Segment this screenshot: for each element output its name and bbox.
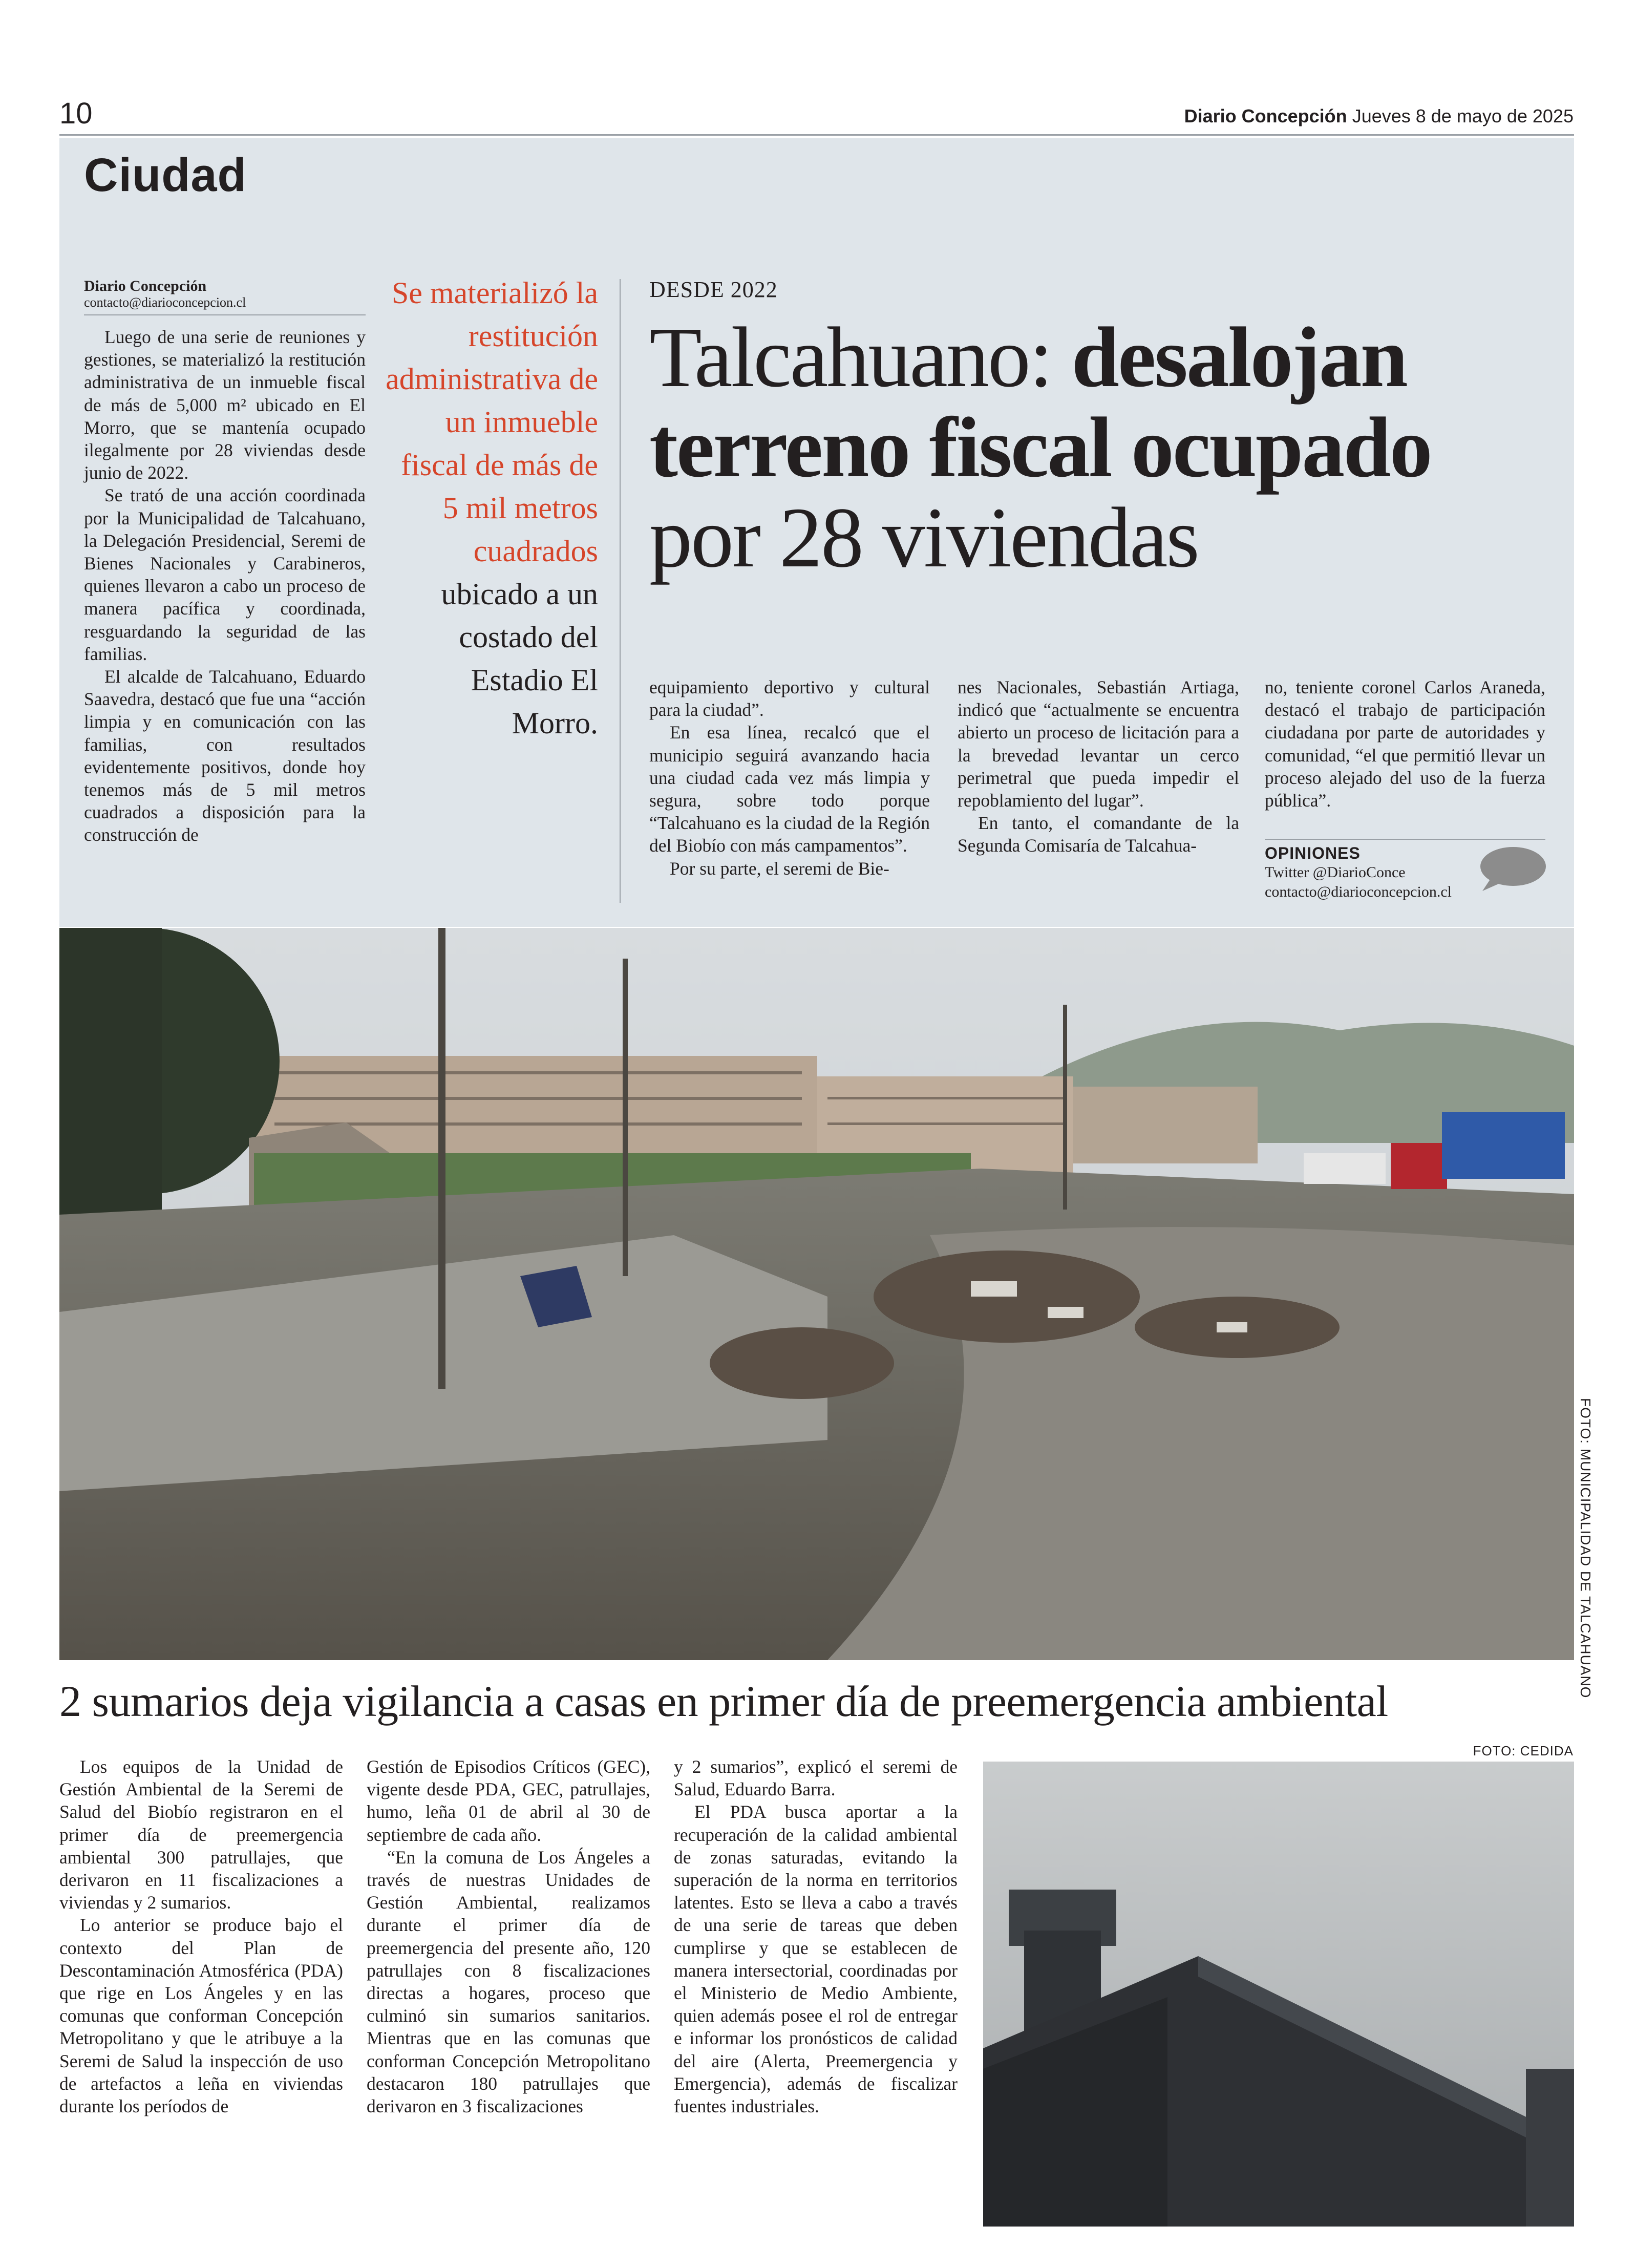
article-column-3 [1265, 676, 1545, 812]
photo-credit: FOTO: MUNICIPALIDAD DE TALCAHUANO [1578, 1398, 1593, 1699]
paragraph: y 2 sumarios”, explicó el seremi de Salud, Eduardo Barra. [674, 1756, 958, 1800]
paragraph: “En la comuna de Los Ángeles a través de nuestras Unidades de Gestión Ambiental, realizamos durante el primer día de preemergencia del presente año, 120 patrullajes con 8 fiscalizaciones directas a hogares, proceso que culminó sin sumarios sanitarios. Mientras que en las comunas que conforman Concepción Metropolitano destacaron 180 patrullajes que derivaron en 3 fiscalizaciones [367, 1847, 650, 2117]
paragraph: El alcalde de Talcahuano, Eduardo Saavedra, destacó que fue una “acción limpia y en comunicación con las familias, con resultados evidentemente positivos, donde hoy tenemos más de 5 mil metros cuadrados a disposición para la construcción de [84, 666, 366, 845]
byline [84, 278, 366, 315]
headline-tail: por 28 viviendas [649, 490, 1198, 585]
paragraph: Los equipos de la Unidad de Gestión Ambiental de la Seremi de Salud del Biobío registraron en el primer día de preemergencia ambiental 300 patrullajes, que derivaron en 11 fiscalizaciones a viviendas y 2 sumarios. [59, 1756, 343, 1913]
opinions-title: OPINIONES [1265, 844, 1361, 862]
paragraph: Se trató de una acción coordinada por la Municipalidad de Talcahuano, la Delegación Presidencial, Seremi de Bienes Nacionales y Carabineros, quienes llevaron a cabo un proceso de manera pacífica y coordinada, resguardando la seguridad de las familias. [84, 485, 366, 664]
opinions-email: contacto@diarioconcepcion.cl [1265, 883, 1452, 900]
paragraph: Lo anterior se produce bajo el contexto del Plan de Descontaminación Atmosférica (PDA) que rige en Los Ángeles y en las comunas que conforman Concepción Metropolitano y que le atribuye a la Seremi de Salud la inspección de uso de artefactos a leña en viviendas durante los períodos de [59, 1915, 343, 2117]
headline-light: Talcahuano: [649, 310, 1072, 405]
author-name: Diario Concepción [84, 278, 207, 294]
pull-quote-highlight: Se materializó la restitución administrativa de un inmueble fiscal de más de 5 mil metros cuadrados [386, 276, 598, 568]
publication-name: Diario Concepción [1184, 105, 1347, 126]
article-column-left [84, 326, 366, 846]
pull-quote [383, 271, 598, 745]
kicker: DESDE 2022 [649, 277, 778, 302]
issue-date: Jueves 8 de mayo de 2025 [1352, 105, 1574, 126]
paragraph: En tanto, el comandante de la Segunda Comisaría de Talcahua- [958, 813, 1239, 856]
page-number: 10 [59, 97, 93, 130]
opinions-twitter: Twitter @DiarioConce [1265, 864, 1406, 881]
article-column-2 [958, 676, 1239, 857]
article-column-2 [367, 1755, 650, 2117]
column-divider [620, 279, 621, 903]
section-title: Ciudad [84, 149, 247, 201]
paragraph: Luego de una serie de reuniones y gestiones, se materializó la restitución administrativa de un inmueble fiscal de más de 5,000 m² ubicado en El Morro, que se mantenía ocupado ilegalmente por 28 viviendas desde junio de 2022. [84, 327, 366, 483]
photo-credit: FOTO: CEDIDA [1473, 1743, 1574, 1758]
headline-bold: desalojan terreno fiscal ocupado [649, 310, 1431, 495]
author-email: contacto@diarioconcepcion.cl [84, 295, 246, 310]
pull-quote-rest: ubicado a un costado del Estadio El Morro. [441, 577, 598, 740]
speech-bubble-icon [1477, 845, 1547, 892]
rooftop-chimney-photo [983, 1762, 1574, 2227]
paragraph: equipamiento deportivo y cultural para la ciudad”. [649, 677, 930, 720]
demolition-site-photo [59, 928, 1574, 1660]
article-column-1 [59, 1755, 343, 2117]
paragraph: no, teniente coronel Carlos Araneda, destacó el trabajo de participación ciudadana por parte de autoridades y comunidad, “el que permitió llevar un proceso alejado del uso de la fuerza pública”. [1265, 677, 1545, 811]
paragraph: En esa línea, recalcó que el municipio seguirá avanzando hacia una ciudad cada vez más limpia y segura, sobre todo porque “Talcahuano es la ciudad de la Región del Biobío con más campamentos”. [649, 722, 930, 856]
masthead [1184, 105, 1574, 127]
article-column-1 [649, 676, 930, 880]
header-rule [59, 134, 1574, 136]
headline: 2 sumarios deja vigilancia a casas en primer día de preemergencia ambiental [59, 1677, 1388, 1726]
paragraph: Por su parte, el seremi de Bie- [670, 858, 889, 879]
headline [649, 312, 1561, 583]
paragraph: El PDA busca aportar a la recuperación de la calidad ambiental de zonas saturadas, evitando la superación de la norma en territorios latentes. Esto se lleva a cabo a través de una serie de tareas que deben cumplirse y que se establecen de manera intersectorial, coordinadas por el Ministerio de Medio Ambiente, quien además posee el rol de entregar e informar los pronósticos de calidad del aire (Alerta, Preemergencia y Emergencia), además de fiscalizar fuentes industriales. [674, 1801, 958, 2117]
article-column-3 [674, 1755, 958, 2117]
paragraph: nes Nacionales, Sebastián Artiaga, indicó que “actualmente se encuentra abierto un proceso de licitación para a la brevedad levantar un cerco perimetral que pueda impedir el repoblamiento del lugar”. [958, 677, 1239, 811]
paragraph: Gestión de Episodios Críticos (GEC), vigente desde PDA, GEC, patrullajes, humo, leña 01 de abril al 30 de septiembre de cada año. [367, 1756, 650, 1845]
